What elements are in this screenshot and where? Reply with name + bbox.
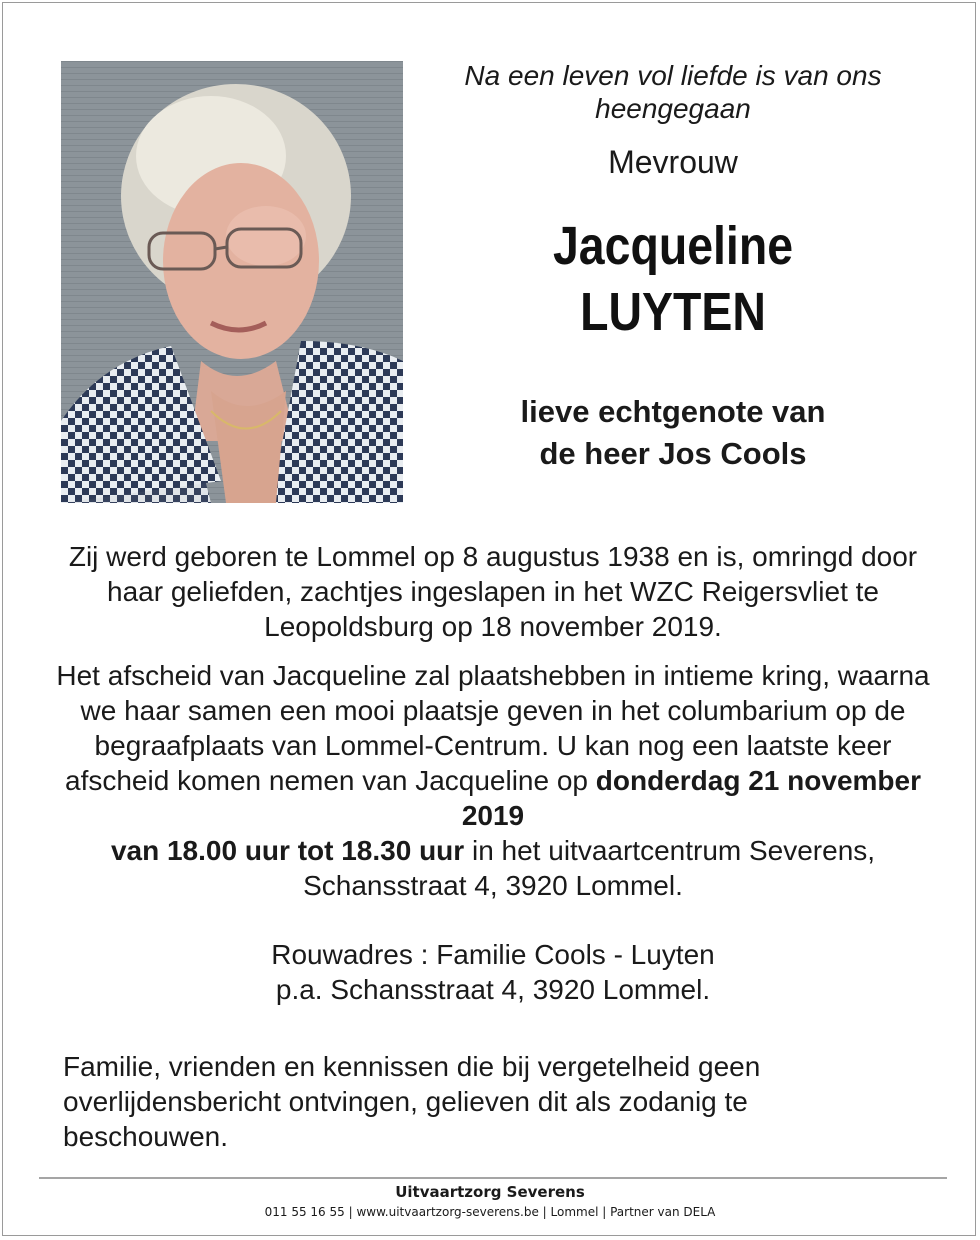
- birth-death-paragraph: Zij werd geboren te Lommel op 8 augustus 1938 en is, omringd door haar geliefden, zachtjes ingeslapen in het WZC Reigersvliet te Leopoldsburg op 18 november 2019.: [68, 541, 918, 642]
- obituary-body: [43, 539, 943, 1007]
- funeral-company-name: Uitvaartzorg Severens: [395, 1183, 585, 1201]
- salutation: Mevrouw: [608, 144, 738, 180]
- last-name: LUYTEN: [580, 282, 766, 342]
- farewell-text-1: Het afscheid van Jacqueline zal plaatshebben in intieme kring, waarna we haar samen een mooi plaatsje geven in het columbarium op de begraafplaats van Lommel-Centrum. U kan nog een laatste keer afscheid komen nemen van Jacqueline op: [56, 660, 930, 796]
- footer: [3, 1183, 977, 1221]
- closing-paragraph: Familie, vrienden en kennissen die bij vergetelheid geen overlijdensbericht ontvingen, gelieven dit als zodanig te beschouwen.: [63, 1051, 761, 1152]
- farewell-paragraph: [43, 658, 943, 903]
- deceased-name: [458, 213, 888, 345]
- header-block: [423, 59, 923, 475]
- mourning-address: [43, 937, 943, 1007]
- footer-divider: [39, 1177, 947, 1179]
- address-line-1: Rouwadres : Familie Cools - Luyten: [271, 939, 715, 970]
- relation-line-2: de heer Jos Cools: [539, 436, 807, 471]
- farewell-time: van 18.00 uur tot 18.30 uur: [110, 835, 465, 866]
- relation-line-1: lieve echtgenote van: [520, 394, 826, 429]
- farewell-date: donderdag 21 november 2019: [461, 765, 921, 831]
- relation: [423, 391, 923, 475]
- first-name: Jacqueline: [552, 216, 794, 276]
- obituary-card: [2, 2, 976, 1236]
- intro-text: Na een leven vol liefde is van ons heengegaan: [464, 60, 882, 124]
- address-line-2: p.a. Schansstraat 4, 3920 Lommel.: [275, 974, 711, 1005]
- portrait-photo: [61, 61, 403, 503]
- farewell-text-2: in het uitvaartcentrum Severens, Schansstraat 4, 3920 Lommel.: [303, 835, 876, 901]
- funeral-company-contact: 011 55 16 55 | www.uitvaartzorg-severens.be | Lommel | Partner van DELA: [264, 1205, 716, 1219]
